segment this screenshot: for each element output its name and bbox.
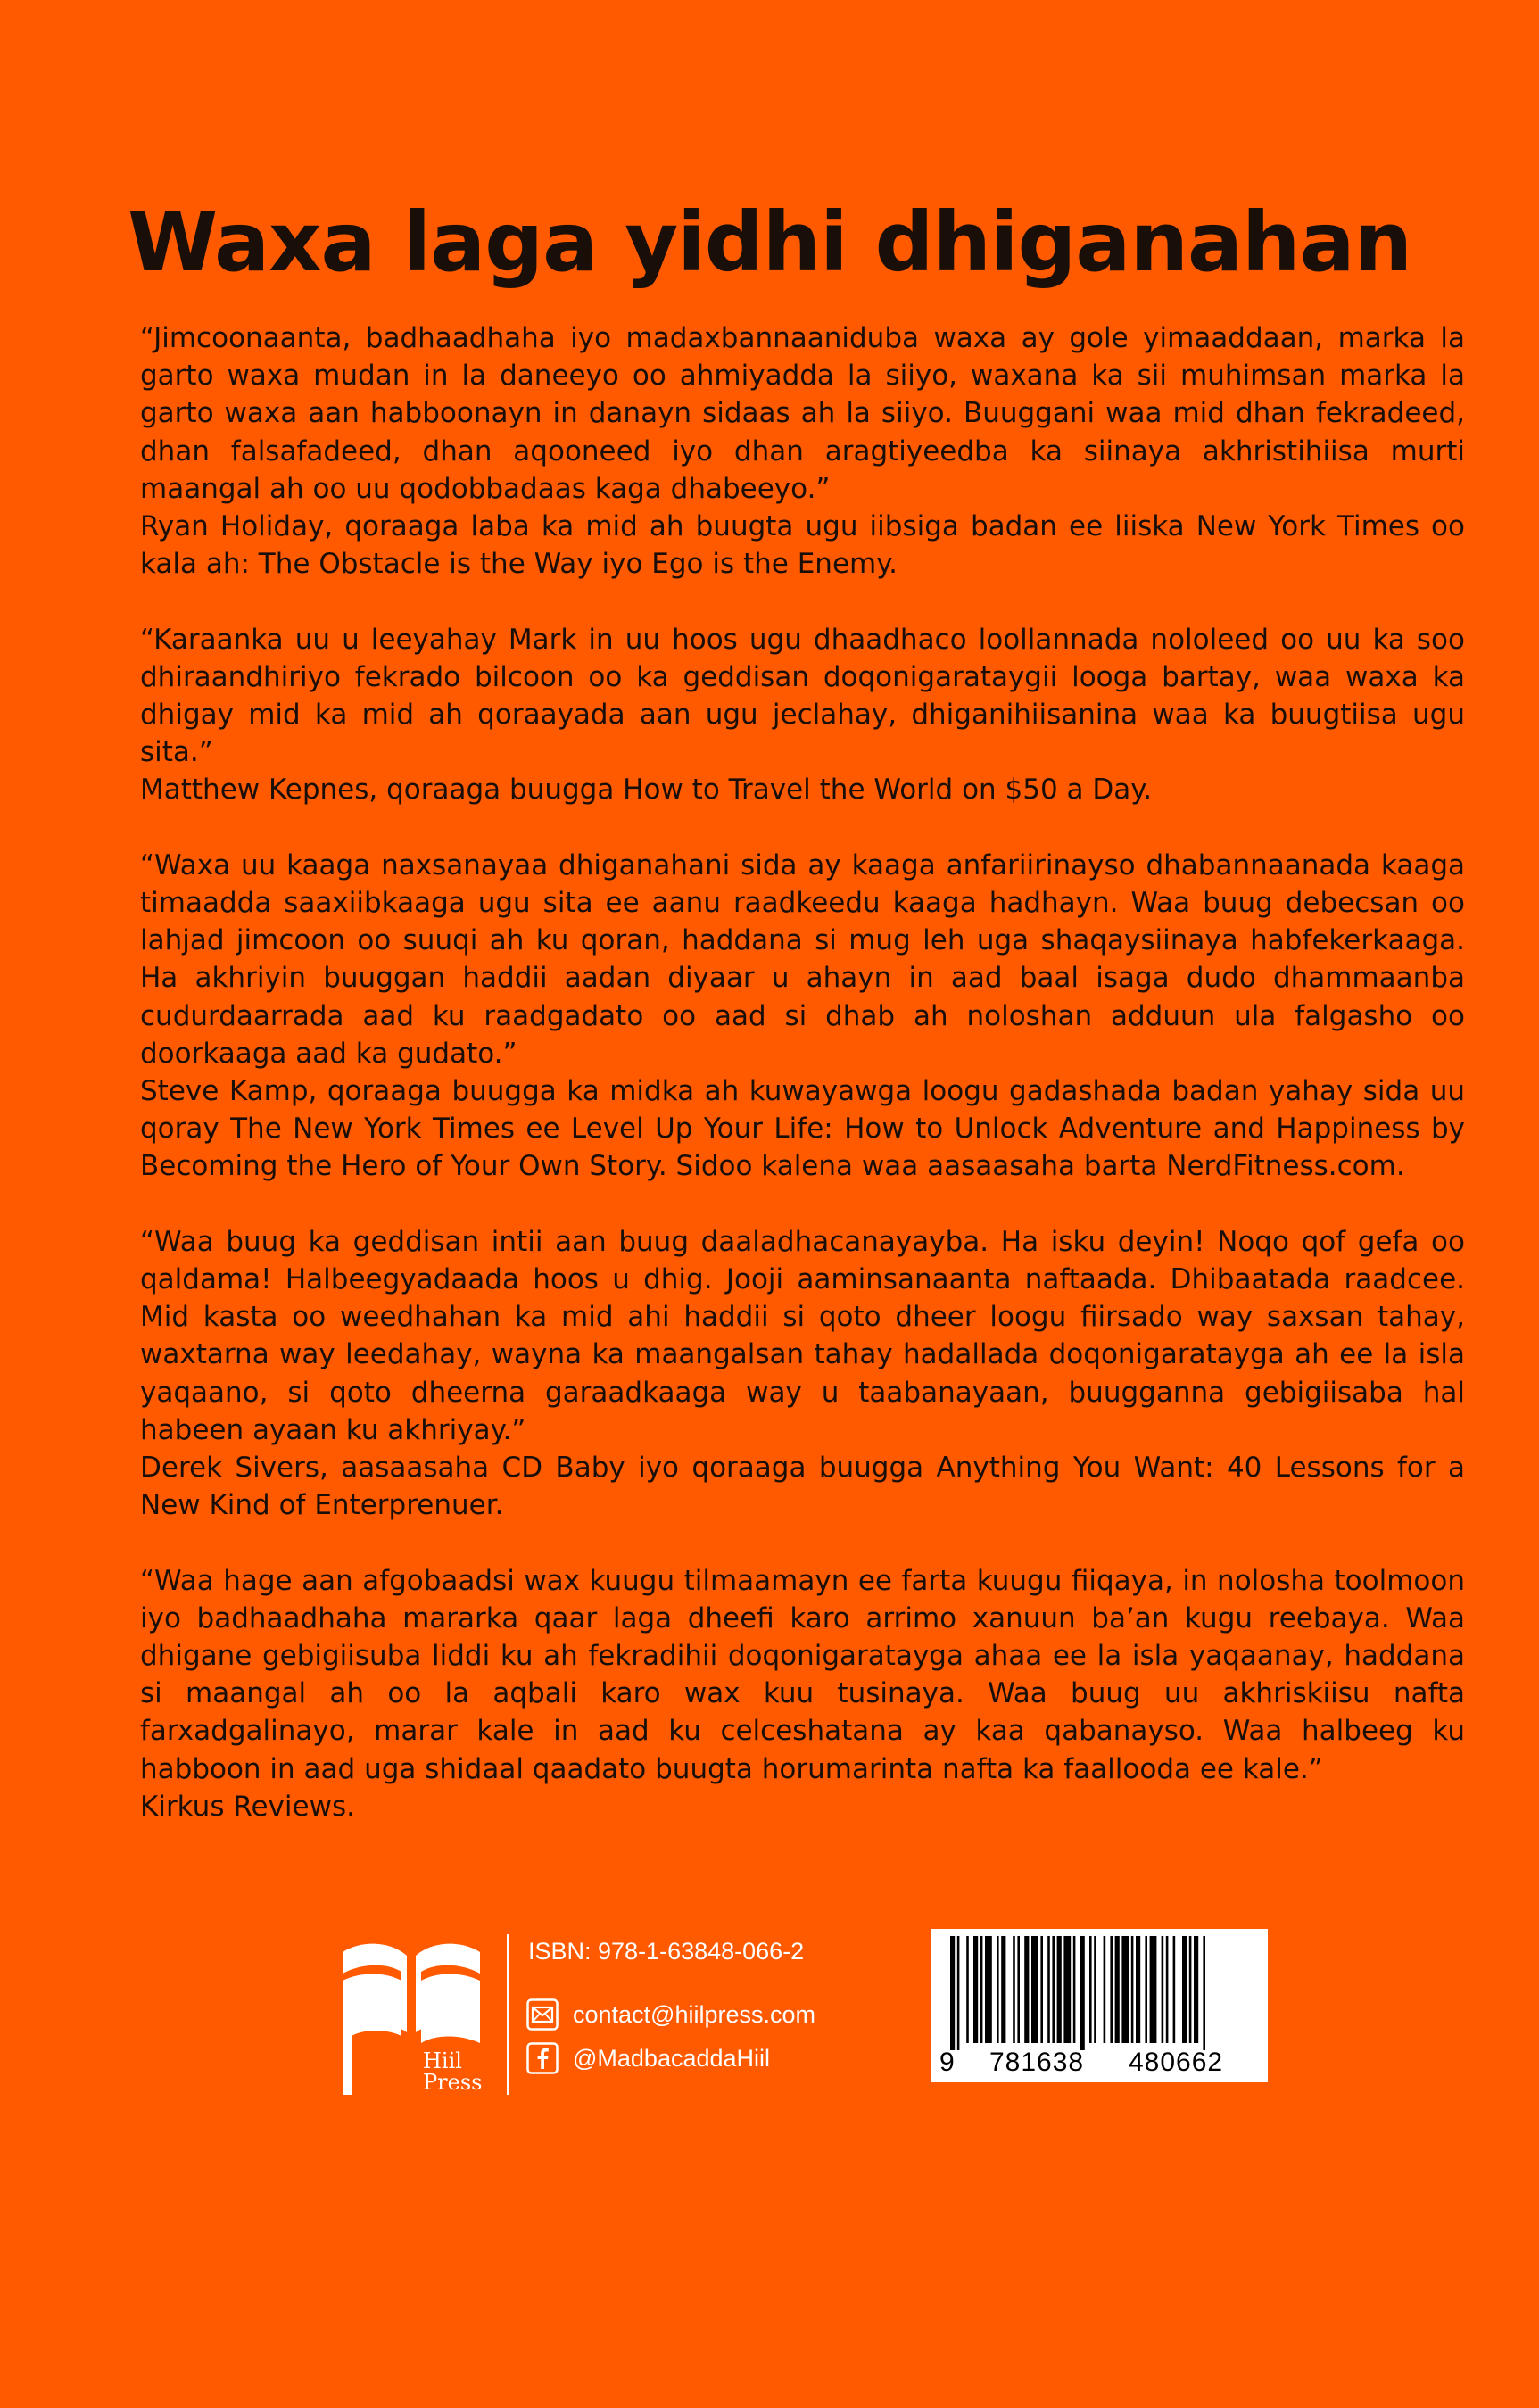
barcode-bar	[1063, 1936, 1071, 2043]
facebook-icon	[526, 2042, 559, 2074]
barcode-bar	[1136, 1936, 1140, 2043]
barcode-bar	[1131, 1936, 1134, 2043]
barcode-bar	[1047, 1936, 1050, 2043]
barcode-bar	[1110, 1936, 1113, 2043]
logo-text-press: Press	[423, 2070, 483, 2095]
barcode-bar	[1031, 1936, 1038, 2043]
page-title: Waxa laga yidhi dhiganahan	[127, 194, 1412, 290]
barcode-bar	[1040, 1936, 1043, 2043]
facebook-text[interactable]: @MadbacaddaHiil	[573, 2044, 771, 2072]
review-5	[140, 1562, 1465, 1825]
review-quote: “Waa buug ka geddisan intii aan buug daaladhacanayayba. Ha isku deyin! Noqo qof gefa oo qaldama! Halbeegyadaada hoos u dhig. Jooji aaminsanaanta naftaada. Dhibaatada raadcee. Mid kasta oo weedhahan ka mid ahi haddii si qoto dheer loogu fiirsado way saxsan tahay, waxtarna way leedahay, wayna ka maangalsan tahay hadallada doqonigaratayga ah ee la isla yaqaano, si qoto dheerna garaadkaaga way u taabanayaan, buugganna gebigiisaba hal habeen ayaan ku akhriyay.”	[140, 1225, 1465, 1446]
barcode-bar	[1057, 1936, 1062, 2043]
publisher-logo	[335, 1936, 487, 2097]
barcode-bar	[1089, 1936, 1092, 2043]
barcode-digit-first: 9	[939, 2048, 956, 2077]
barcode-bar	[1203, 1936, 1205, 2050]
reviews-section	[140, 319, 1465, 1863]
review-quote: “Jimcoonaanta, badhaadhaha iyo madaxbannaaniduba waxa ay gole yimaaddaan, marka la garto waxa mudan in la daneeyo oo ahmiyadda la siiyo, waxana ka sii muhimsan marka la garto waxa aan habboonayn in danayn sidaas ah la siiyo. Buuggani waa mid dhan fekradeed, dhan falsafadeed, dhan aqooneed iyo dhan aragtiyeedba ka siinaya akhristihiisa murti maangal ah oo uu qodobbadaas kaga dhabeeyo.”	[140, 322, 1465, 505]
barcode-bar	[1189, 1936, 1192, 2043]
barcode-bar	[997, 1936, 999, 2043]
email-text[interactable]: contact@hiilpress.com	[573, 2000, 816, 2028]
barcode-digit-group-1: 781638	[989, 2048, 1085, 2077]
review-quote: “Waxa uu kaaga naxsanayaa dhiganahani sida ay kaaga anfariirinayso dhabannaanada kaaga timaadda saaxiibkaaga ugu sita ee aanu raadkeedu kaaga hadhayn. Waa buug debecsan oo lahjad jimcoon oo suuqi ah ku qoran, haddana si mug leh uga shaqaysiinaya habfekerkaaga. Ha akhriyin buuggan haddii aadan diyaar u ahayn in aad baal isaga dudo dhammaanba cudurdaarrada aad ku raadgadato oo aad si dhab ah noloshan adduun ula falgasho oo doorkaaga aad ka gudato.”	[140, 848, 1465, 1070]
review-3	[140, 847, 1465, 1186]
review-attribution: Ryan Holiday, qoraaga laba ka mid ah buugta ugu iibsiga badan ee liiska New York Times oo kala ah: The Obstacle is the Way iyo Ego is the Enemy.	[140, 510, 1465, 581]
barcode-bar	[1145, 1936, 1147, 2043]
barcode-bar	[1073, 1936, 1076, 2043]
barcode-bar	[1052, 1936, 1055, 2043]
email-contact[interactable]	[526, 1997, 815, 2032]
barcode-bar	[1115, 1936, 1120, 2043]
barcode-bar	[966, 1936, 969, 2043]
barcode-bar	[980, 1936, 983, 2043]
logo-text-hiil: Hiil	[423, 2048, 462, 2073]
review-4	[140, 1223, 1465, 1525]
isbn-barcode	[931, 1929, 1268, 2082]
barcode-bar	[1080, 1936, 1085, 2050]
barcode-bar	[1094, 1936, 1096, 2043]
review-attribution: Derek Sivers, aasaasaha CD Baby iyo qoraaga buugga Anything You Want: 40 Lessons for a New Kind of Enterprenuer.	[140, 1452, 1465, 1522]
barcode-bar	[1017, 1936, 1020, 2043]
barcode-bar	[1162, 1936, 1164, 2043]
barcode-bar	[957, 1936, 960, 2050]
review-quote: “Karaanka uu u leeyahay Mark in uu hoos ugu dhaadhaco loollannada nololeed oo uu ka soo dhiraandhiriyo fekrado bilcoon oo ka geddisan doqonigarataygii looga bartay, waa waxa ka dhigay mid ka mid ah qoraayada aan ugu jeclahay, dhiganihiisanina waa ka buugtiisa ugu sita.”	[140, 623, 1465, 769]
barcode-bar	[1166, 1936, 1169, 2043]
facebook-contact[interactable]	[526, 2040, 770, 2076]
review-attribution: Steve Kamp, qoraaga buugga ka midka ah kuwayawga loogu gadashada badan yahay sida uu qoray The New York Times ee Level Up Your Life: How to Unlock Adventure and Happiness by Becoming the Hero of Your Own Story. Sidoo kalena waa aasaasaha barta NerdFitness.com.	[140, 1075, 1465, 1183]
publisher-footer	[0, 1927, 1539, 2097]
review-attribution: Matthew Kepnes, qoraaga buugga How to Travel the World on $50 a Day.	[140, 774, 1153, 807]
review-2	[140, 621, 1465, 809]
footer-divider	[507, 1934, 509, 2095]
barcode-bar	[1173, 1936, 1176, 2043]
barcode-bar	[1182, 1936, 1187, 2043]
barcode-bar	[950, 1936, 955, 2050]
isbn-label: ISBN: 978-1-63848-066-2	[528, 1938, 805, 1965]
barcode-bar	[1001, 1936, 1005, 2043]
review-attribution: Kirkus Reviews.	[140, 1790, 355, 1823]
barcode-bar	[1121, 1936, 1129, 2043]
review-quote: “Waa hage aan afgobaadsi wax kuugu tilmaamayn ee farta kuugu fiiqaya, in nolosha toolmoon iyo badhaadhaha mararka qaar laga dheefi karo arrimo xanuun ba’an kugu reebaya. Waa dhigane gebigiisuba liddi ku ah fekradihii doqonigaratayga ahaa ee la isla yaqaanay, haddana si maangal ah oo la aqbali karo wax kuu tusinaya. Waa buug uu akhriskiisu nafta farxadgalinayo, marar kale in aad ku celceshatana ay kaa qabanayso. Waa halbeeg ku habboon in aad uga shidaal qaadato buugta horumarinta nafta ka faallooda ee kale.”	[140, 1564, 1465, 1785]
email-icon	[526, 1998, 559, 2031]
barcode-bar	[1104, 1936, 1106, 2043]
barcode-bar	[1194, 1936, 1198, 2043]
book-icon	[335, 1936, 487, 2097]
barcode-bar	[1024, 1936, 1029, 2043]
barcode-digit-group-2: 480662	[1129, 2048, 1224, 2077]
barcode-bar	[985, 1936, 992, 2043]
barcode-bar	[973, 1936, 978, 2043]
barcode-bar	[1013, 1936, 1015, 2043]
review-1	[140, 319, 1465, 583]
barcode-bar	[1150, 1936, 1157, 2043]
